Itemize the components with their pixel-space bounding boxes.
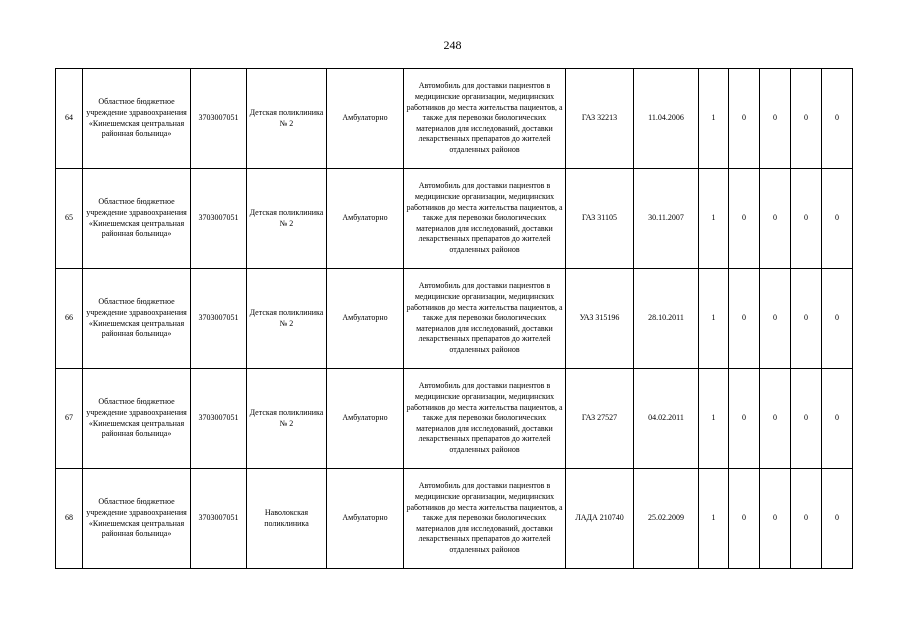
quantity-cell: 1 <box>699 269 729 369</box>
acquisition-date: 28.10.2011 <box>634 269 699 369</box>
unit-name: Детская поликлиника № 2 <box>247 69 327 169</box>
quantity-cell: 0 <box>760 169 791 269</box>
quantity-cell: 0 <box>822 369 853 469</box>
quantity-cell: 0 <box>822 269 853 369</box>
table-row <box>56 469 853 569</box>
quantity-cell: 0 <box>760 69 791 169</box>
quantity-cell: 1 <box>699 369 729 469</box>
vehicle-purpose: Автомобиль для доставки пациентов в медицинские организации, медицинских работников до места жительства пациентов, а также для перевозки биологических материалов для исследований, доставки лекарственных препаратов до жителей отдаленных районов <box>404 69 566 169</box>
quantity-cell: 0 <box>822 169 853 269</box>
institution-name: Областное бюджетное учреждение здравоохранения «Кинешемская центральная районная больница» <box>83 269 191 369</box>
quantity-cell: 0 <box>729 469 760 569</box>
vehicle-purpose: Автомобиль для доставки пациентов в медицинские организации, медицинских работников до места жительства пациентов, а также для перевозки биологических материалов для исследований, доставки лекарственных препаратов до жителей отдаленных районов <box>404 169 566 269</box>
quantity-cell: 0 <box>791 169 822 269</box>
vehicle-brand: ГАЗ 32213 <box>566 69 634 169</box>
quantity-cell: 0 <box>760 469 791 569</box>
acquisition-date: 25.02.2009 <box>634 469 699 569</box>
care-type: Амбулаторно <box>327 269 404 369</box>
vehicle-brand: ГАЗ 27527 <box>566 369 634 469</box>
quantity-cell: 0 <box>791 69 822 169</box>
quantity-cell: 0 <box>822 469 853 569</box>
institution-code: 3703007051 <box>191 369 247 469</box>
care-type: Амбулаторно <box>327 369 404 469</box>
quantity-cell: 1 <box>699 469 729 569</box>
row-number: 64 <box>56 69 83 169</box>
quantity-cell: 0 <box>822 69 853 169</box>
institution-code: 3703007051 <box>191 69 247 169</box>
quantity-cell: 1 <box>699 69 729 169</box>
care-type: Амбулаторно <box>327 169 404 269</box>
vehicle-brand: ЛАДА 210740 <box>566 469 634 569</box>
institution-name: Областное бюджетное учреждение здравоохранения «Кинешемская центральная районная больница» <box>83 169 191 269</box>
institution-code: 3703007051 <box>191 469 247 569</box>
quantity-cell: 0 <box>791 369 822 469</box>
quantity-cell: 0 <box>791 469 822 569</box>
institution-name: Областное бюджетное учреждение здравоохранения «Кинешемская центральная районная больница» <box>83 369 191 469</box>
quantity-cell: 0 <box>729 269 760 369</box>
institution-code: 3703007051 <box>191 269 247 369</box>
quantity-cell: 0 <box>729 369 760 469</box>
acquisition-date: 04.02.2011 <box>634 369 699 469</box>
quantity-cell: 0 <box>729 69 760 169</box>
institution-name: Областное бюджетное учреждение здравоохранения «Кинешемская центральная районная больница» <box>83 469 191 569</box>
acquisition-date: 11.04.2006 <box>634 69 699 169</box>
institution-name: Областное бюджетное учреждение здравоохранения «Кинешемская центральная районная больница» <box>83 69 191 169</box>
vehicle-registry-table <box>55 68 853 569</box>
row-number: 66 <box>56 269 83 369</box>
row-number: 65 <box>56 169 83 269</box>
vehicle-purpose: Автомобиль для доставки пациентов в медицинские организации, медицинских работников до места жительства пациентов, а также для перевозки биологических материалов для исследований, доставки лекарственных препаратов до жителей отдаленных районов <box>404 269 566 369</box>
unit-name: Детская поликлиника № 2 <box>247 169 327 269</box>
vehicle-purpose: Автомобиль для доставки пациентов в медицинские организации, медицинских работников до места жительства пациентов, а также для перевозки биологических материалов для исследований, доставки лекарственных препаратов до жителей отдаленных районов <box>404 469 566 569</box>
page-number: 248 <box>443 38 462 52</box>
table-row <box>56 69 853 169</box>
vehicle-brand: УАЗ 315196 <box>566 269 634 369</box>
institution-code: 3703007051 <box>191 169 247 269</box>
row-number: 68 <box>56 469 83 569</box>
care-type: Амбулаторно <box>327 469 404 569</box>
acquisition-date: 30.11.2007 <box>634 169 699 269</box>
row-number: 67 <box>56 369 83 469</box>
quantity-cell: 0 <box>729 169 760 269</box>
quantity-cell: 0 <box>791 269 822 369</box>
vehicle-brand: ГАЗ 31105 <box>566 169 634 269</box>
table-row <box>56 369 853 469</box>
unit-name: Детская поликлиника № 2 <box>247 369 327 469</box>
quantity-cell: 0 <box>760 269 791 369</box>
table-row <box>56 169 853 269</box>
table-row <box>56 269 853 369</box>
unit-name: Детская поликлиника № 2 <box>247 269 327 369</box>
quantity-cell: 1 <box>699 169 729 269</box>
unit-name: Наволокская поликлиника <box>247 469 327 569</box>
care-type: Амбулаторно <box>327 69 404 169</box>
quantity-cell: 0 <box>760 369 791 469</box>
vehicle-purpose: Автомобиль для доставки пациентов в медицинские организации, медицинских работников до места жительства пациентов, а также для перевозки биологических материалов для исследований, доставки лекарственных препаратов до жителей отдаленных районов <box>404 369 566 469</box>
